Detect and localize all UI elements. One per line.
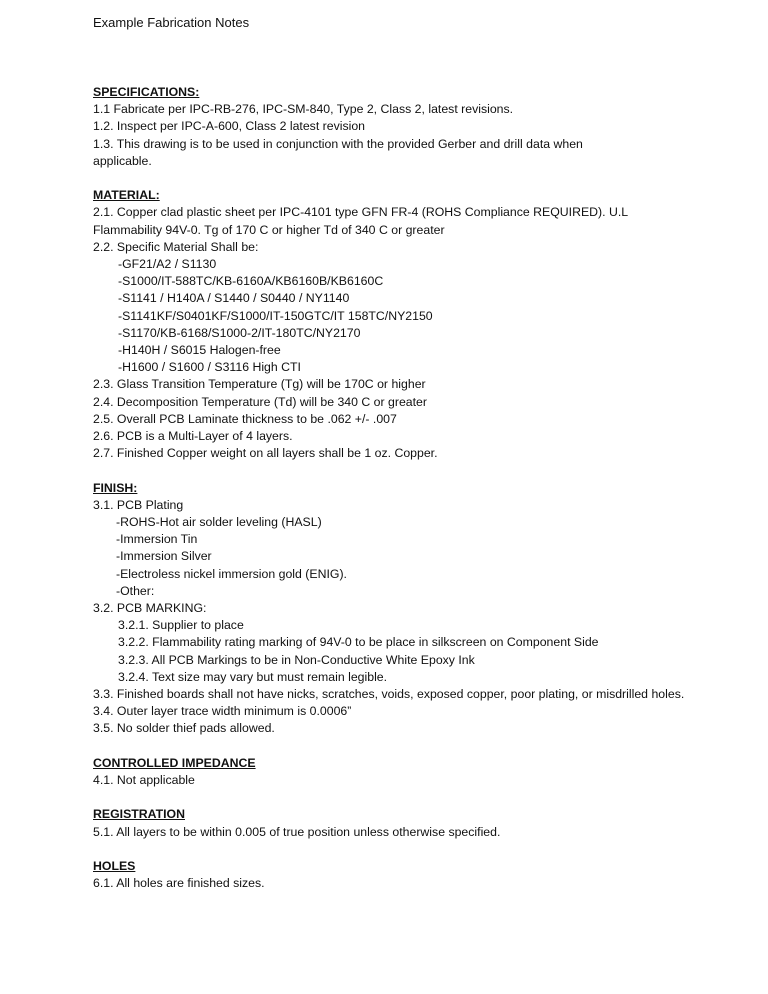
finish-3-5: 3.5. No solder thief pads allowed. bbox=[93, 721, 275, 736]
material-option: -H1600 / S1600 / S3116 High CTI bbox=[118, 360, 301, 375]
specifications-heading: SPECIFICATIONS: bbox=[93, 85, 200, 99]
marking-3-2-1: 3.2.1. Supplier to place bbox=[118, 618, 244, 633]
material-2-2: 2.2. Specific Material Shall be: bbox=[93, 239, 259, 254]
material-option: -S1141 / H140A / S1440 / S0440 / NY1140 bbox=[118, 291, 350, 306]
material-2-3: 2.3. Glass Transition Temperature (Tg) will be 170C or higher bbox=[93, 377, 426, 392]
fabrication-notes bbox=[93, 84, 693, 892]
material-heading: MATERIAL: bbox=[93, 188, 160, 203]
material-option: -S1170/KB-6168/S1000-2/IT-180TC/NY2170 bbox=[118, 325, 361, 340]
plating-option: -Immersion Tin bbox=[116, 532, 198, 547]
plating-option: -Electroless nickel immersion gold (ENIG). bbox=[116, 566, 347, 581]
material-option: -H140H / S6015 Halogen-free bbox=[118, 343, 281, 358]
material-2-7: 2.7. Finished Copper weight on all layers shall be 1 oz. Copper. bbox=[93, 446, 438, 461]
material-option: -GF21/A2 / S1130 bbox=[118, 257, 217, 272]
finish-3-4: 3.4. Outer layer trace width minimum is 0.0006” bbox=[93, 704, 352, 719]
finish-3-3: 3.3. Finished boards shall not have nicks, scratches, voids, exposed copper, poor plating, or misdrilled holes. bbox=[93, 687, 685, 702]
spec-1-3: 1.3. This drawing is to be used in conjunction with the provided Gerber and drill data when applicable. bbox=[93, 136, 583, 168]
registration-5-1: 5.1. All layers to be within 0.005 of true position unless otherwise specified. bbox=[93, 824, 501, 839]
material-option: -S1000/IT-588TC/KB-6160A/KB6160B/KB6160C bbox=[118, 274, 384, 289]
plating-option: -Other: bbox=[116, 583, 155, 598]
spec-1-1: 1.1 Fabricate per IPC-RB-276, IPC-SM-840, Type 2, Class 2, latest revisions. bbox=[93, 102, 514, 117]
material-2-4: 2.4. Decomposition Temperature (Td) will be 340 C or greater bbox=[93, 394, 427, 409]
finish-3-2: 3.2. PCB MARKING: bbox=[93, 601, 207, 616]
marking-3-2-4: 3.2.4. Text size may vary but must remain legible. bbox=[118, 669, 388, 684]
marking-3-2-3: 3.2.3. All PCB Markings to be in Non-Conductive White Epoxy Ink bbox=[118, 652, 475, 667]
marking-3-2-2: 3.2.2. Flammability rating marking of 94V-0 to be place in silkscreen on Component Side bbox=[118, 635, 599, 650]
controlled-impedance-heading: CONTROLLED IMPEDANCE bbox=[93, 755, 256, 770]
finish-3-1: 3.1. PCB Plating bbox=[93, 497, 184, 512]
finish-heading: FINISH: bbox=[93, 480, 138, 495]
material-option: -S1141KF/S0401KF/S1000/IT-150GTC/IT 158TC/NY2150 bbox=[118, 308, 433, 323]
document-header: Example Fabrication Notes bbox=[93, 15, 250, 30]
impedance-4-1: 4.1. Not applicable bbox=[93, 773, 195, 788]
holes-heading: HOLES bbox=[93, 859, 136, 874]
material-2-1: 2.1. Copper clad plastic sheet per IPC-4101 type GFN FR-4 (ROHS Compliance REQUIRED). U.L Flammability 94V-0. Tg of 170 C or higher Td of 340 C or greater bbox=[93, 205, 628, 237]
plating-option: -Immersion Silver bbox=[116, 549, 212, 564]
registration-heading: REGISTRATION bbox=[93, 807, 185, 822]
material-2-6: 2.6. PCB is a Multi-Layer of 4 layers. bbox=[93, 429, 293, 444]
spec-1-2: 1.2. Inspect per IPC-A-600, Class 2 latest revision bbox=[93, 119, 366, 134]
material-2-5: 2.5. Overall PCB Laminate thickness to be .062 +/- .007 bbox=[93, 411, 397, 426]
holes-6-1: 6.1. All holes are finished sizes. bbox=[93, 876, 265, 891]
plating-option: -ROHS-Hot air solder leveling (HASL) bbox=[116, 515, 322, 530]
